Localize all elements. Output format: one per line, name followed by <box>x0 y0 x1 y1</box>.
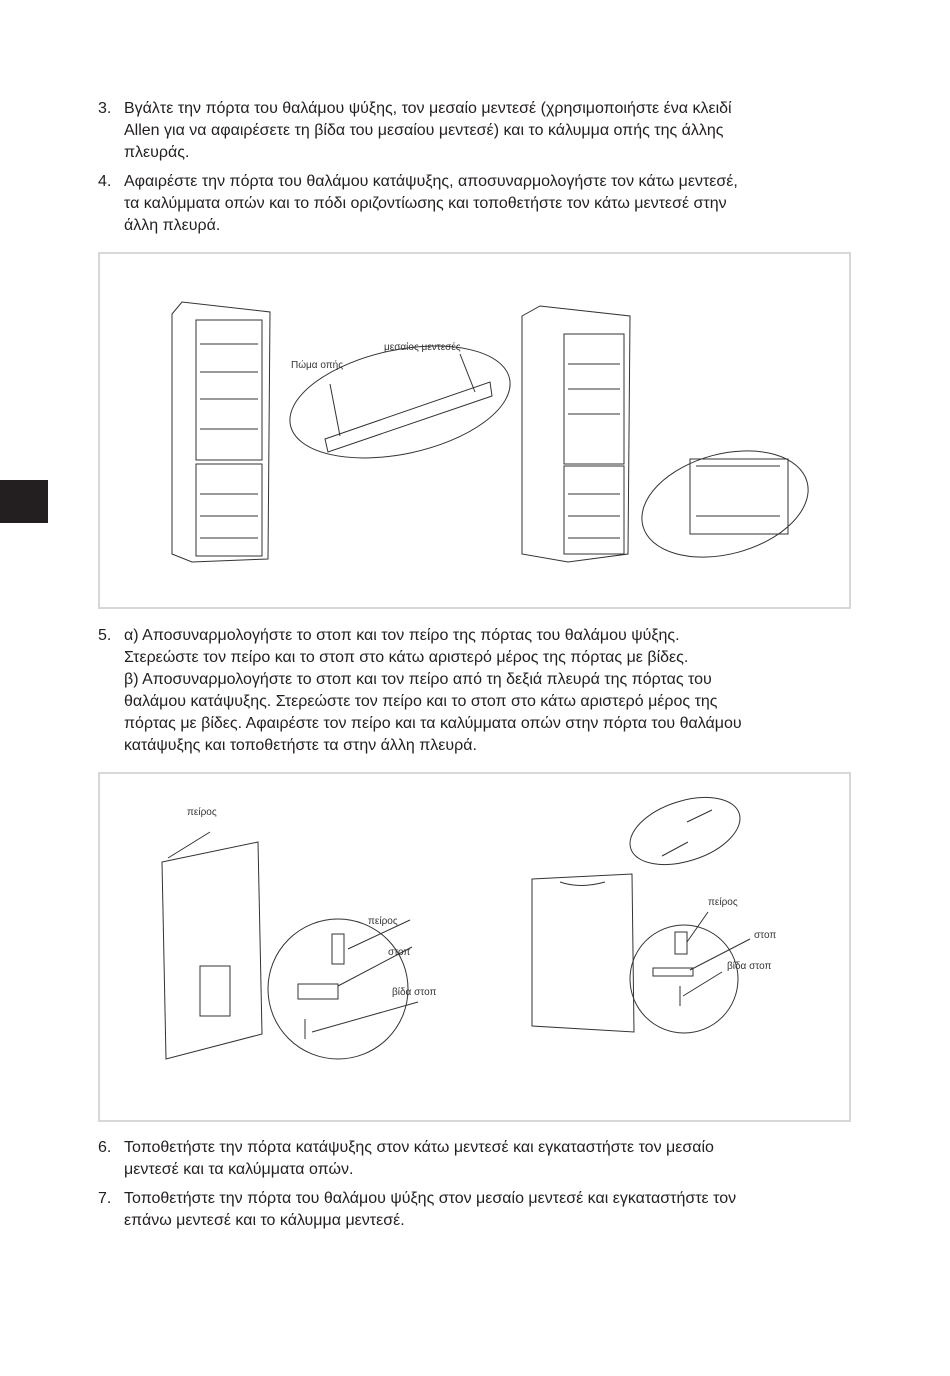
step-4 <box>98 171 848 237</box>
step-text: άλλη πλευρά. <box>124 217 221 234</box>
label-stop-screw-right: βίδα στοπ <box>727 961 772 972</box>
door-illustration <box>100 774 853 1124</box>
step-number: 4. <box>98 173 112 190</box>
label-stop: στοπ <box>388 947 411 958</box>
step-text: μεντεσέ και τα καλύμματα οπών. <box>124 1161 354 1178</box>
label-pin-right: πείρος <box>708 897 738 908</box>
step-number: 3. <box>98 100 112 117</box>
step-text: Allen για να αφαιρέσετε τη βίδα του μεσαίου μεντεσέ) και το κάλυμμα οπής της άλλης <box>124 122 724 139</box>
figure-pin-and-stop <box>98 772 851 1122</box>
label-pin: πείρος <box>187 807 217 818</box>
section-tab-marker <box>0 480 48 523</box>
step-text: Στερεώστε τον πείρο και το στοπ στο κάτω αριστερό μέρος της πόρτας με βίδες. <box>124 649 689 666</box>
step-text: πλευράς. <box>124 144 190 161</box>
step-3 <box>98 98 848 164</box>
step-text: θαλάμου κατάψυξης. Στερεώστε τον πείρο και το στοπ στο κάτω αριστερό μέρος της <box>124 693 718 710</box>
step-number: 6. <box>98 1139 112 1156</box>
step-text: β) Αποσυναρμολογήστε το στοπ και τον πείρο από τη δεξιά πλευρά της πόρτας του <box>124 671 712 688</box>
step-text: Αφαιρέστε την πόρτα του θαλάμου κατάψυξης, αποσυναρμολογήστε τον κάτω μεντεσέ, <box>124 173 738 190</box>
label-stop-screw: βίδα στοπ <box>392 987 437 998</box>
label-stop-right: στοπ <box>754 930 777 941</box>
label-hole-cap: Πώμα οπής <box>291 360 344 371</box>
step-text: Βγάλτε την πόρτα του θαλάμου ψύξης, τον μεσαίο μεντεσέ (χρησιμοποιήστε ένα κλειδί <box>124 100 732 117</box>
step-5 <box>98 625 848 757</box>
step-text: α) Αποσυναρμολογήστε το στοπ και τον πείρο της πόρτας του θαλάμου ψύξης. <box>124 627 680 644</box>
step-number: 7. <box>98 1190 112 1207</box>
step-text: Τοποθετήστε την πόρτα κατάψυξης στον κάτω μεντεσέ και εγκαταστήστε τον μεσαίο <box>124 1139 714 1156</box>
step-number: 5. <box>98 627 112 644</box>
step-text: επάνω μεντεσέ και το κάλυμμα μεντεσέ. <box>124 1212 405 1229</box>
label-pin-detail: πείρος <box>368 916 398 927</box>
step-text: κατάψυξης και τοποθετήστε τα στην άλλη πλευρά. <box>124 737 477 754</box>
fridge-illustration <box>100 254 853 611</box>
label-middle-hinge: μεσαίος μεντεσές <box>384 342 461 353</box>
step-6 <box>98 1137 848 1181</box>
step-text: τα καλύμματα οπών και το πόδι οριζοντίωσης και τοποθετήστε τον κάτω μεντεσέ στην <box>124 195 727 212</box>
step-7 <box>98 1188 848 1232</box>
step-text: Τοποθετήστε την πόρτα του θαλάμου ψύξης στον μεσαίο μεντεσέ και εγκαταστήστε τον <box>124 1190 737 1207</box>
figure-door-removal <box>98 252 851 609</box>
step-text: πόρτας με βίδες. Αφαιρέστε τον πείρο και τα καλύμματα οπών στην πόρτα του θαλάμου <box>124 715 742 732</box>
